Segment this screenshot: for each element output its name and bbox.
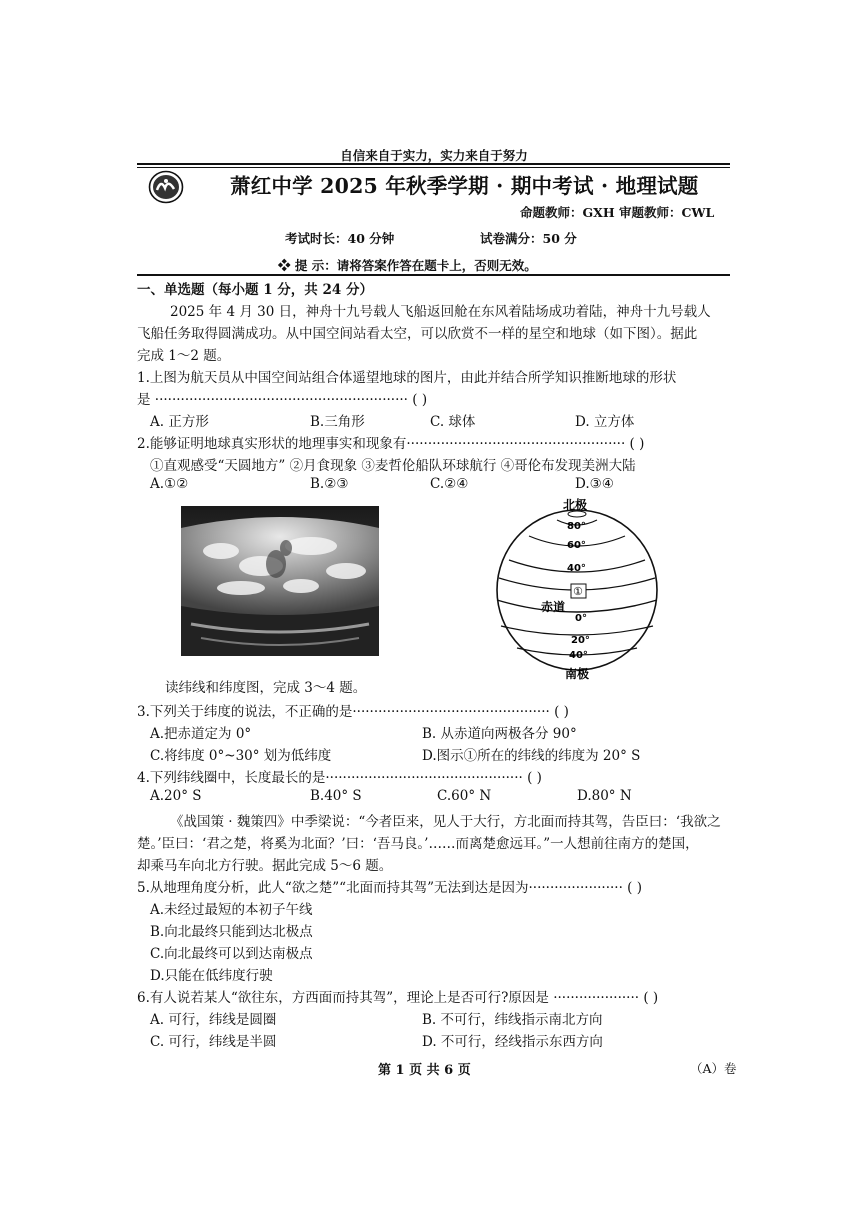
globe-label-60n: 60°: [567, 540, 586, 551]
passage2-line: 却乘马车向北方行驶。据此完成 5～6 题。: [137, 858, 393, 874]
page-title: 萧红中学 2025 年秋季学期 · 期中考试 · 地理试题: [230, 174, 699, 198]
passage1-line: 飞船任务取得圆满成功。从中国空间站看太空，可以欣赏不一样的星空和地球（如下图）。据此: [137, 326, 698, 342]
q1-stem-cont: 是 ··························································· ( ): [137, 392, 428, 408]
q2-stem: 2.能够证明地球真实形状的地理事实和现象有··················································· ( ): [137, 436, 645, 452]
paper-version: （A）卷: [690, 1061, 737, 1076]
q6-stem: 6.有人说若某人“欲往东，方西面而持其驾”，理论上是否可行?原因是 ···················· ( ): [137, 990, 659, 1006]
q2-option-d: D.③④: [575, 476, 614, 492]
caption-q3-4: 读纬线和纬度图，完成 3～4 题。: [165, 680, 367, 696]
header-rule-top-thin: [137, 167, 730, 168]
passage2-line: 楚。’臣曰：‘君之楚，将奚为北面？’曰：‘吾马良。’……而离楚愈远耳。”一人想前往南方的楚国，: [137, 836, 699, 852]
latitude-globe-diagram: [495, 498, 660, 680]
q1-option-d: D. 立方体: [575, 414, 635, 430]
globe-label-40n: 40°: [567, 563, 586, 574]
q4-option-d: D.80° N: [577, 788, 632, 804]
globe-label-20s: 20°: [571, 635, 590, 646]
globe-label-south-pole: 南极: [565, 667, 590, 680]
q5-stem: 5.从地理角度分析，此人“欲之楚”“北面而持其驾”无法到达是因为······················ ( ): [137, 880, 643, 896]
exam-duration: 考试时长：40 分钟: [285, 231, 395, 246]
q3-option-a: A.把赤道定为 0°: [150, 726, 252, 742]
q5-option-a: A.未经过最短的本初子午线: [150, 902, 313, 918]
q2-option-b: B.②③: [310, 476, 349, 492]
q4-option-c: C.60° N: [437, 788, 492, 804]
globe-label-40s: 40°: [569, 650, 588, 661]
q2-facts: ①直观感受“天圆地方” ②月食现象 ③麦哲伦船队环球航行 ④哥伦布发现美洲大陆: [150, 458, 636, 474]
section-heading: 一、单选题（每小题 1 分，共 24 分）: [137, 282, 373, 298]
q3-option-c: C.将纬度 0°~30° 划为低纬度: [150, 748, 332, 764]
q5-option-d: D.只能在低纬度行驶: [150, 968, 273, 984]
globe-label-north-pole: 北极: [563, 498, 588, 512]
header-rule-bottom: [137, 274, 730, 276]
q6-option-c: C. 可行，纬线是半圆: [150, 1034, 277, 1050]
q6-option-b: B. 不可行，纬线指示南北方向: [422, 1012, 603, 1028]
q1-stem: 1.上图为航天员从中国空间站组合体遥望地球的图片，由此并结合所学知识推断地球的形状: [137, 370, 677, 386]
q2-option-c: C.②④: [430, 476, 469, 492]
q1-option-b: B.三角形: [310, 414, 365, 430]
q4-option-a: A.20° S: [150, 788, 202, 804]
page-number: 第 1 页 共 6 页: [378, 1063, 471, 1078]
globe-label-equator: 赤道: [541, 600, 566, 614]
school-logo: [148, 170, 184, 204]
q6-option-d: D. 不可行，经线指示东西方向: [422, 1034, 603, 1050]
motto: 自信来自于实力，实力来自于努力: [340, 148, 528, 163]
passage1-line: 2025 年 4 月 30 日，神舟十九号载人飞船返回舱在东风着陆场成功着陆，神舟十九号载人: [170, 304, 711, 320]
globe-marker: ①: [573, 585, 583, 598]
teachers-line: 命题教师：GXH 审题教师：CWL: [520, 205, 715, 220]
full-score: 试卷满分：50 分: [480, 231, 577, 246]
q1-option-a: A. 正方形: [150, 414, 209, 430]
passage1-line: 完成 1～2 题。: [137, 348, 231, 364]
passage2-line: 《战国策 · 魏策四》中季梁说：“今者臣来，见人于大行，方北面而持其驾，告臣曰：‘我欲之: [170, 814, 721, 830]
q4-stem: 4.下列纬线圈中，长度最长的是·············································· ( ): [137, 770, 542, 786]
q2-option-a: A.①②: [150, 476, 189, 492]
q3-option-b: B. 从赤道向两极各分 90°: [422, 726, 577, 742]
q6-option-a: A. 可行，纬线是圆圈: [150, 1012, 277, 1028]
earth-from-space-photo: [181, 506, 379, 656]
tip-line: ❖ 提 示：请将答案作答在题卡上，否则无效。: [278, 258, 537, 273]
globe-label-0: 0°: [575, 613, 587, 624]
q5-option-c: C.向北最终可以到达南极点: [150, 946, 313, 962]
q5-option-b: B.向北最终只能到达北极点: [150, 924, 313, 940]
q4-option-b: B.40° S: [310, 788, 362, 804]
q1-option-c: C. 球体: [430, 414, 476, 430]
globe-label-80n: 80°: [567, 521, 586, 532]
q3-option-d: D.图示①所在的纬线的纬度为 20° S: [422, 748, 641, 764]
header-rule-top: [137, 163, 730, 165]
q3-stem: 3.下列关于纬度的说法，不正确的是·············································· ( ): [137, 704, 569, 720]
